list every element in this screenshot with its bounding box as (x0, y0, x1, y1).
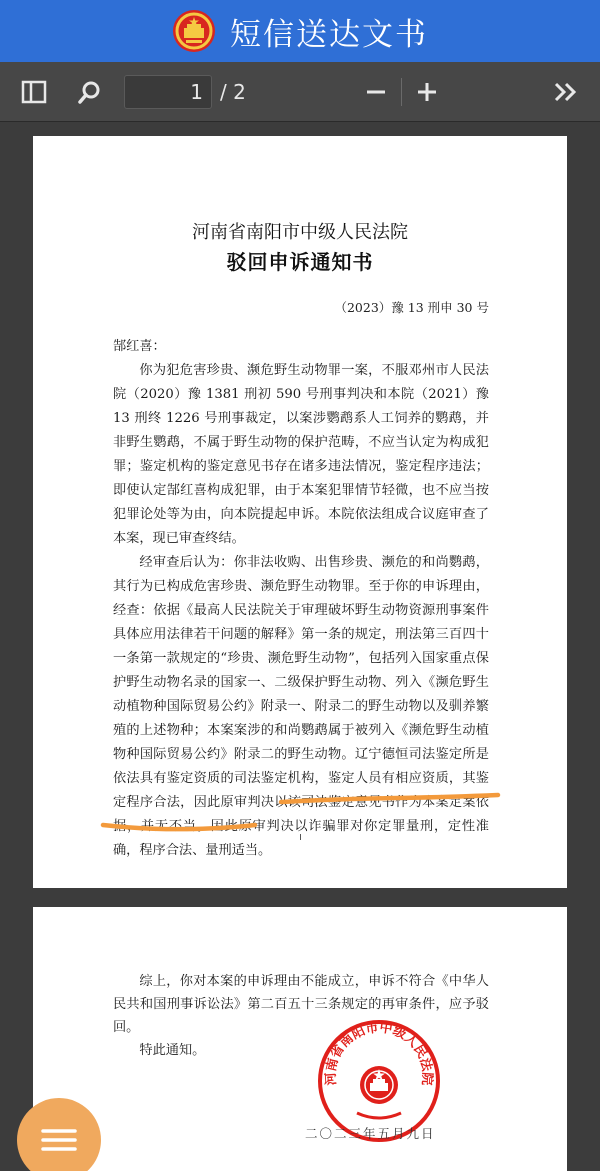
app-title: 短信送达文书 (230, 16, 428, 53)
pdf-toolbar (0, 62, 600, 122)
app-header (0, 0, 600, 62)
pdf-page-1 (33, 136, 567, 888)
salutation: 郜红喜： (113, 339, 166, 354)
zoom-out-button[interactable] (360, 76, 392, 108)
zoom-out-icon (365, 81, 387, 103)
court-name: 河南省南阳市中级人民法院 (192, 222, 408, 243)
sidebar-toggle-button[interactable] (18, 76, 50, 108)
hamburger-menu-icon (39, 1123, 79, 1157)
issue-date: 二〇二三年五月九日 (305, 1126, 436, 1141)
page-mark (300, 834, 301, 840)
sidebar-toggle-icon (21, 80, 47, 104)
paragraph: 特此通知。 (139, 1043, 206, 1058)
search-button[interactable] (74, 76, 106, 108)
more-tools-button[interactable] (550, 76, 582, 108)
zoom-in-icon (416, 81, 438, 103)
highlight-underline (99, 818, 259, 834)
document-title: 驳回申诉通知书 (226, 250, 374, 274)
search-icon (77, 79, 103, 105)
paragraph: 你为犯危害珍贵、濒危野生动物罪一案，不服邓州市人民法院（2020）豫 1381 刑初 590 号刑事判决和本院（2021）豫 13 刑终 1226 号刑事裁定，以案涉鹦鹉系人工饲养的鹦鹉，并非野生鹦鹉，不属于野生动物的保护范畴，不应当认定为构成犯罪；鉴定机构的鉴定意见书存在诸多违法情况，鉴定程序违法；即使认定郜红喜构成犯罪，由于本案犯罪情节轻微，也不应当按犯罪论处等为由，向本院提起申诉。本院依法组成合议庭审查了本案，现已审查终结。 (113, 363, 489, 546)
page-number-input[interactable]: 1 (124, 75, 212, 109)
seal-text: 河南省南阳市中级人民法院 (323, 1020, 435, 1086)
page-total: / 2 (220, 80, 246, 104)
toolbar-divider (401, 78, 402, 106)
zoom-in-button[interactable] (411, 76, 443, 108)
document-body (113, 335, 489, 863)
case-number: （2023）豫 13 刑申 30 号 (334, 300, 489, 315)
pdf-page-2 (33, 907, 567, 1171)
double-chevron-right-icon (553, 81, 579, 103)
paragraph: 综上，你对本案的申诉理由不能成立，申诉不符合《中华人民共和国刑事诉讼法》第二百五十三条规定的再审条件，应予驳回。 (113, 974, 489, 1035)
document-viewer[interactable] (0, 122, 600, 1171)
national-emblem-icon (172, 9, 216, 53)
highlight-underline (278, 792, 503, 808)
paragraph: 经审查后认为：你非法收购、出售珍贵、濒危的和尚鹦鹉，其行为已构成危害珍贵、濒危野生动物罪。至于你的申诉理由，经查：依据《最高人民法院关于审理破坏野生动物资源刑事案件具体应用法律若干问题的解释》第一条的规定，刑法第三百四十一条第一款规定的“珍贵、濒危野生动物”，包括列入国家重点保护野生动物名录的国家一、二级保护野生动物、列入《濒危野生动植物种国际贸易公约》附录一、附录二的野生动物以及驯养繁殖的上述物种；本案案涉的和尚鹦鹉属于被列入《濒危野生动植物种国际贸易公约》附录二的野生动物。辽宁德恒司法鉴定所是依法具有鉴定资质的司法鉴定机构，鉴定人员有相应资质，其鉴定程序合法，因此原审判决以该司法鉴定意见书作为本案定案依据，并无不当。因此原审判决以诈骗罪对你定罪量刑，定性准确，程序合法、量刑适当。 (113, 555, 489, 858)
